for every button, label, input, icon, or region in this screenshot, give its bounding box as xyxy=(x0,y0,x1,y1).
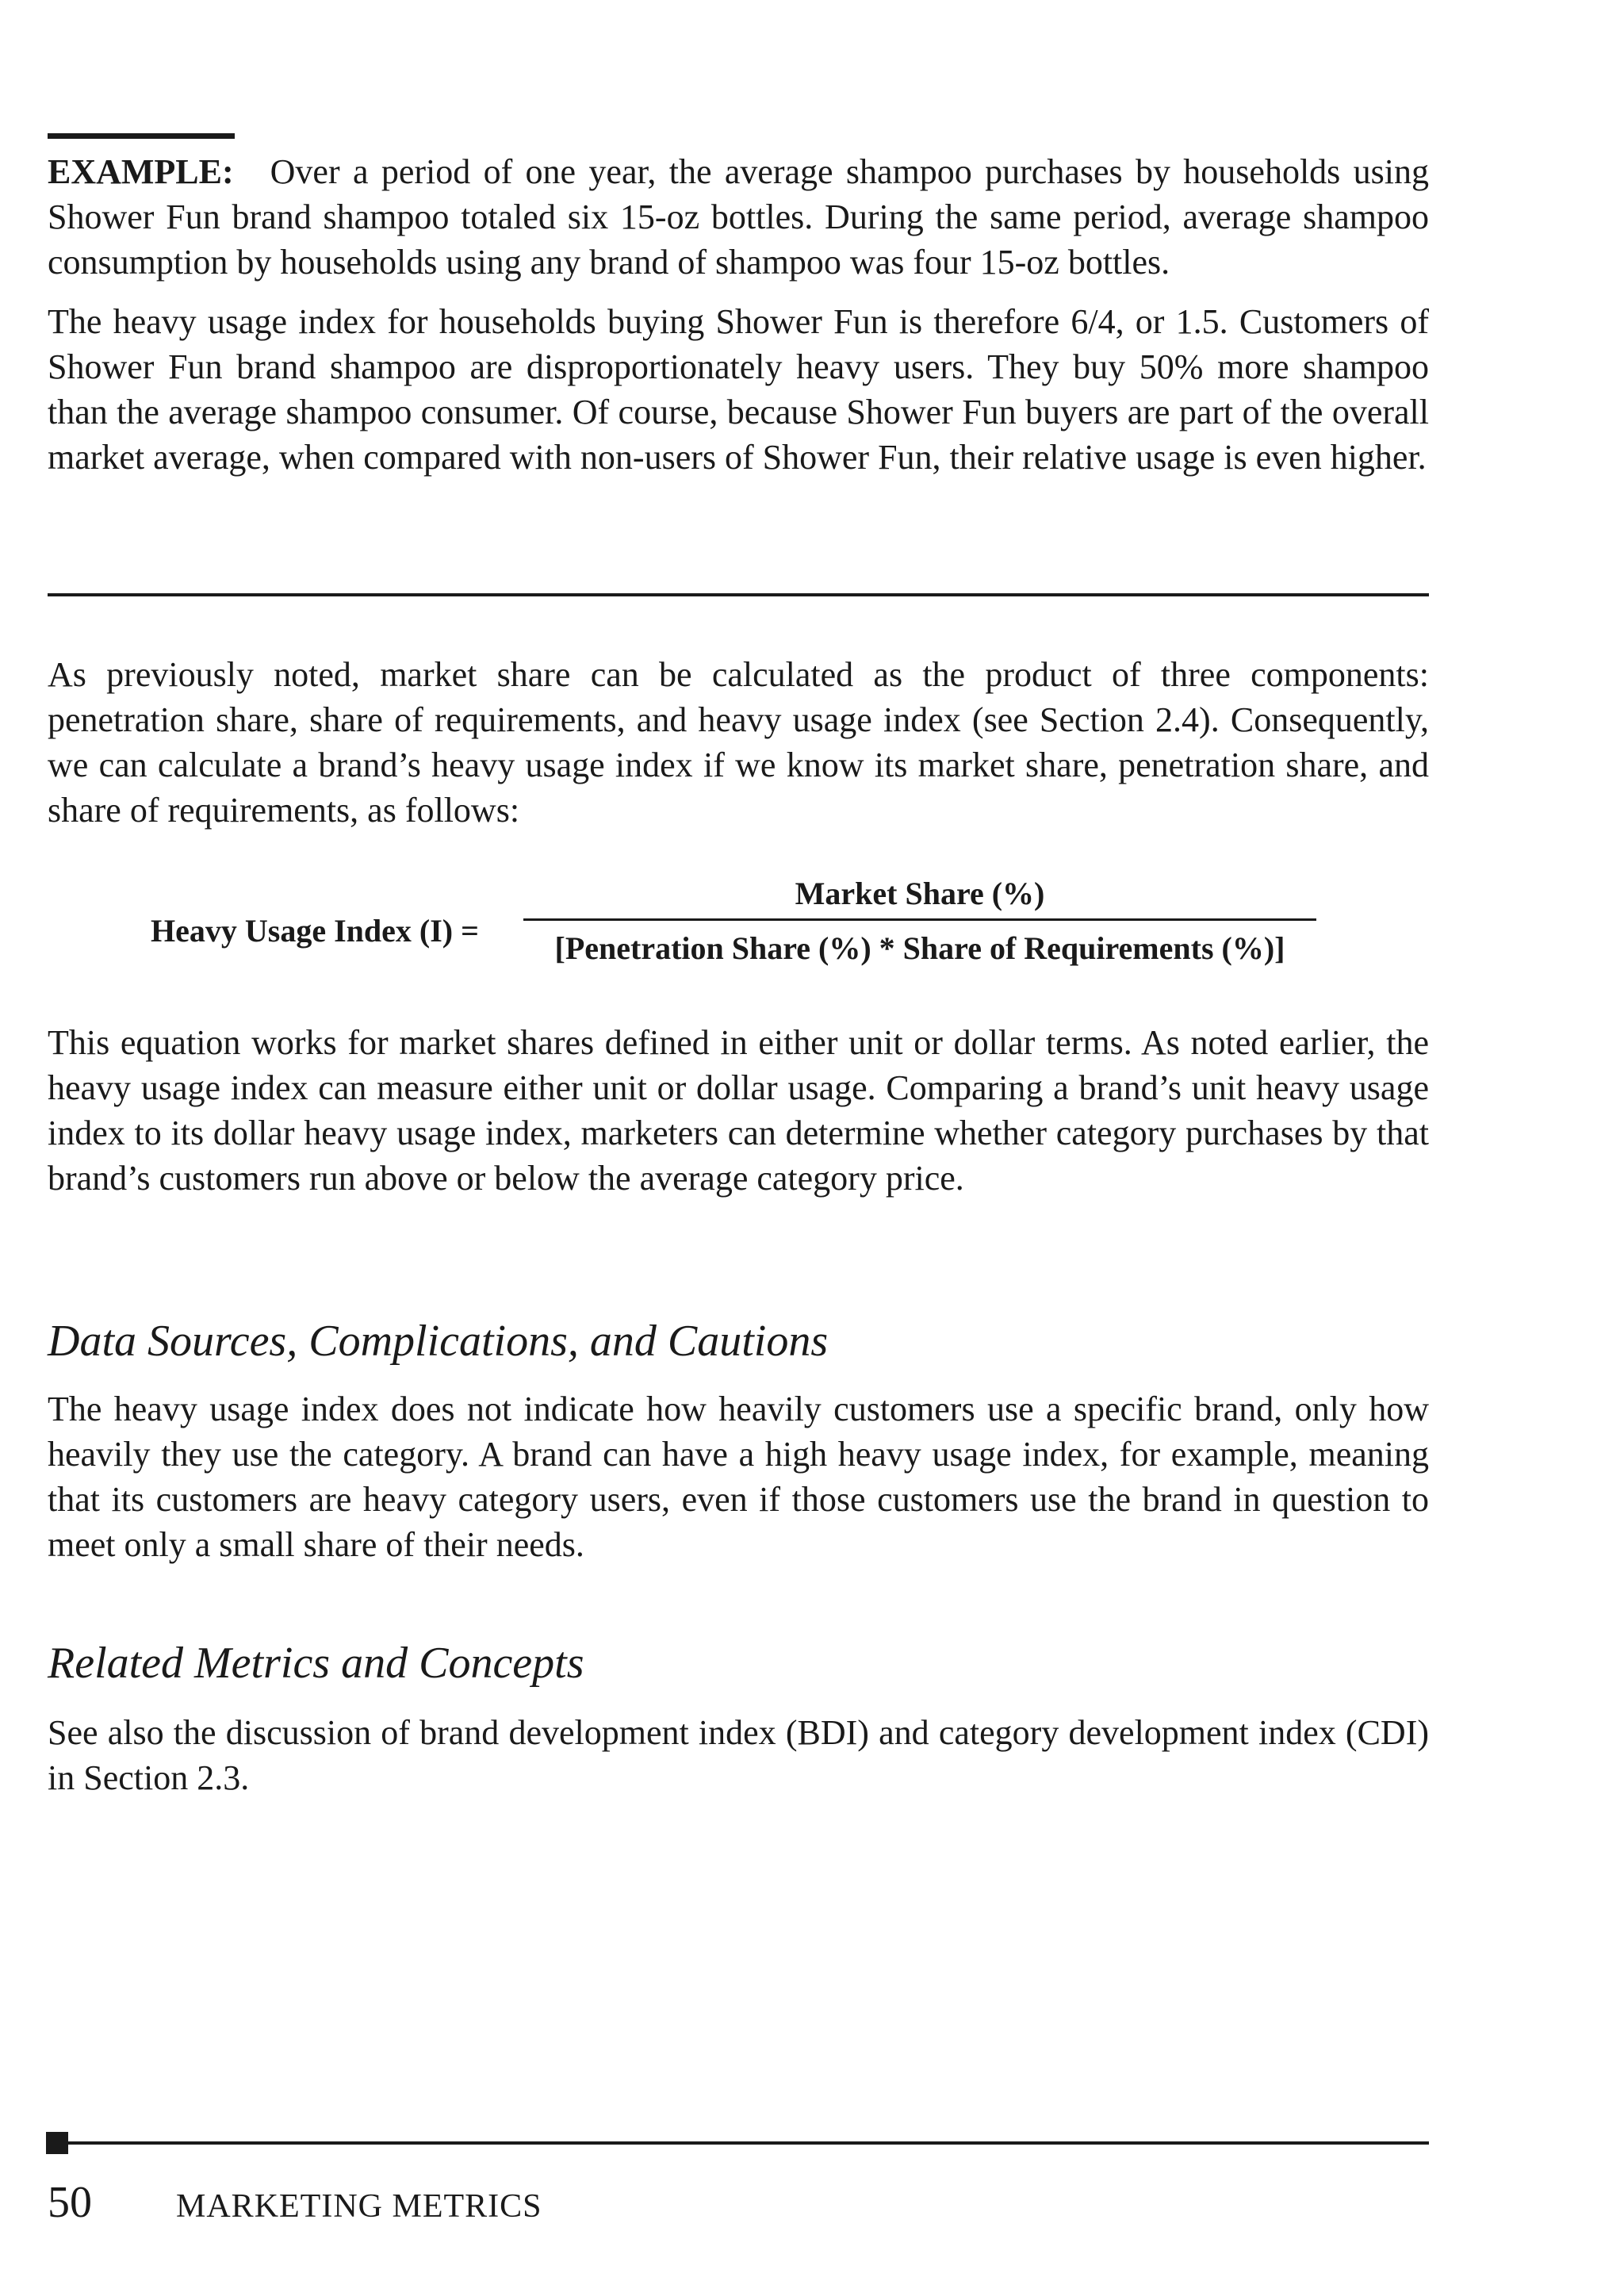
running-title: MARKETING METRICS xyxy=(176,2188,542,2225)
body-paragraph-2-block xyxy=(48,1020,1429,1201)
formula-fraction xyxy=(523,871,1316,972)
example-paragraph-2: The heavy usage index for households buying Shower Fun is therefore 6/4, or 1.5. Customers of Shower Fun brand shampoo are disproportionately heavy users. They buy 50% more shampoo than the average shampoo consumer. Of course, because Shower Fun buyers are part of the overall market average, when compared with non-users of Shower Fun, their relative usage is even higher. xyxy=(48,302,1429,477)
example-box xyxy=(48,149,1429,480)
heavy-usage-index-formula xyxy=(151,871,1324,982)
section-data-sources-text: The heavy usage index does not indicate how heavily customers use a specific brand, only how heavily they use the category. A brand can have a high heavy usage index, for example, meaning that its customers are heavy category users, even if those customers use the brand in question to meet only a small share of their needs. xyxy=(48,1390,1429,1564)
section-heading-related-metrics: Related Metrics and Concepts xyxy=(48,1639,584,1688)
section-data-sources-block xyxy=(48,1386,1429,1567)
formula-fraction-bar xyxy=(523,918,1316,921)
formula-denominator: [Penetration Share (%) * Share of Requirements (%)] xyxy=(554,930,1285,966)
body-paragraph-2: This equation works for market shares defined in either unit or dollar terms. As noted earlier, the heavy usage index can measure either unit or dollar usage. Comparing a brand’s unit heavy usage index to its dollar heavy usage index, marketers can determine whether category purchases by that brand’s customers run above or below the average category price. xyxy=(48,1023,1429,1198)
example-top-rule xyxy=(48,133,235,139)
example-paragraph-1 xyxy=(48,149,1429,285)
page-number: 50 xyxy=(48,2178,92,2227)
body-paragraph-1: As previously noted, market share can be calculated as the product of three components: penetration share, share of requirements, and heavy usage index (see Section 2.4). Consequently, we can calculate a brand’s heavy usage index if we know its market share, penetration share, and share of requirements, as follows: xyxy=(48,655,1429,830)
example-label: EXAMPLE: xyxy=(48,152,234,191)
example-bottom-rule xyxy=(48,593,1429,596)
section-related-metrics-text: See also the discussion of brand development index (BDI) and category development index (CDI) in Section 2.3. xyxy=(48,1713,1429,1797)
section-heading-data-sources: Data Sources, Complications, and Cautions xyxy=(48,1317,829,1366)
formula-numerator: Market Share (%) xyxy=(795,876,1045,911)
formula-lhs: Heavy Usage Index (I) = xyxy=(151,913,479,949)
section-related-metrics-block xyxy=(48,1710,1429,1800)
example-paragraph-1-text: Over a period of one year, the average shampoo purchases by households using Shower Fun brand shampoo totaled six 15-oz bottles. During the same period, average shampoo consumption by households using any brand of shampoo was four 15-oz bottles. xyxy=(48,152,1429,282)
footer-rule xyxy=(48,2141,1429,2145)
body-paragraph-1-block xyxy=(48,652,1429,833)
